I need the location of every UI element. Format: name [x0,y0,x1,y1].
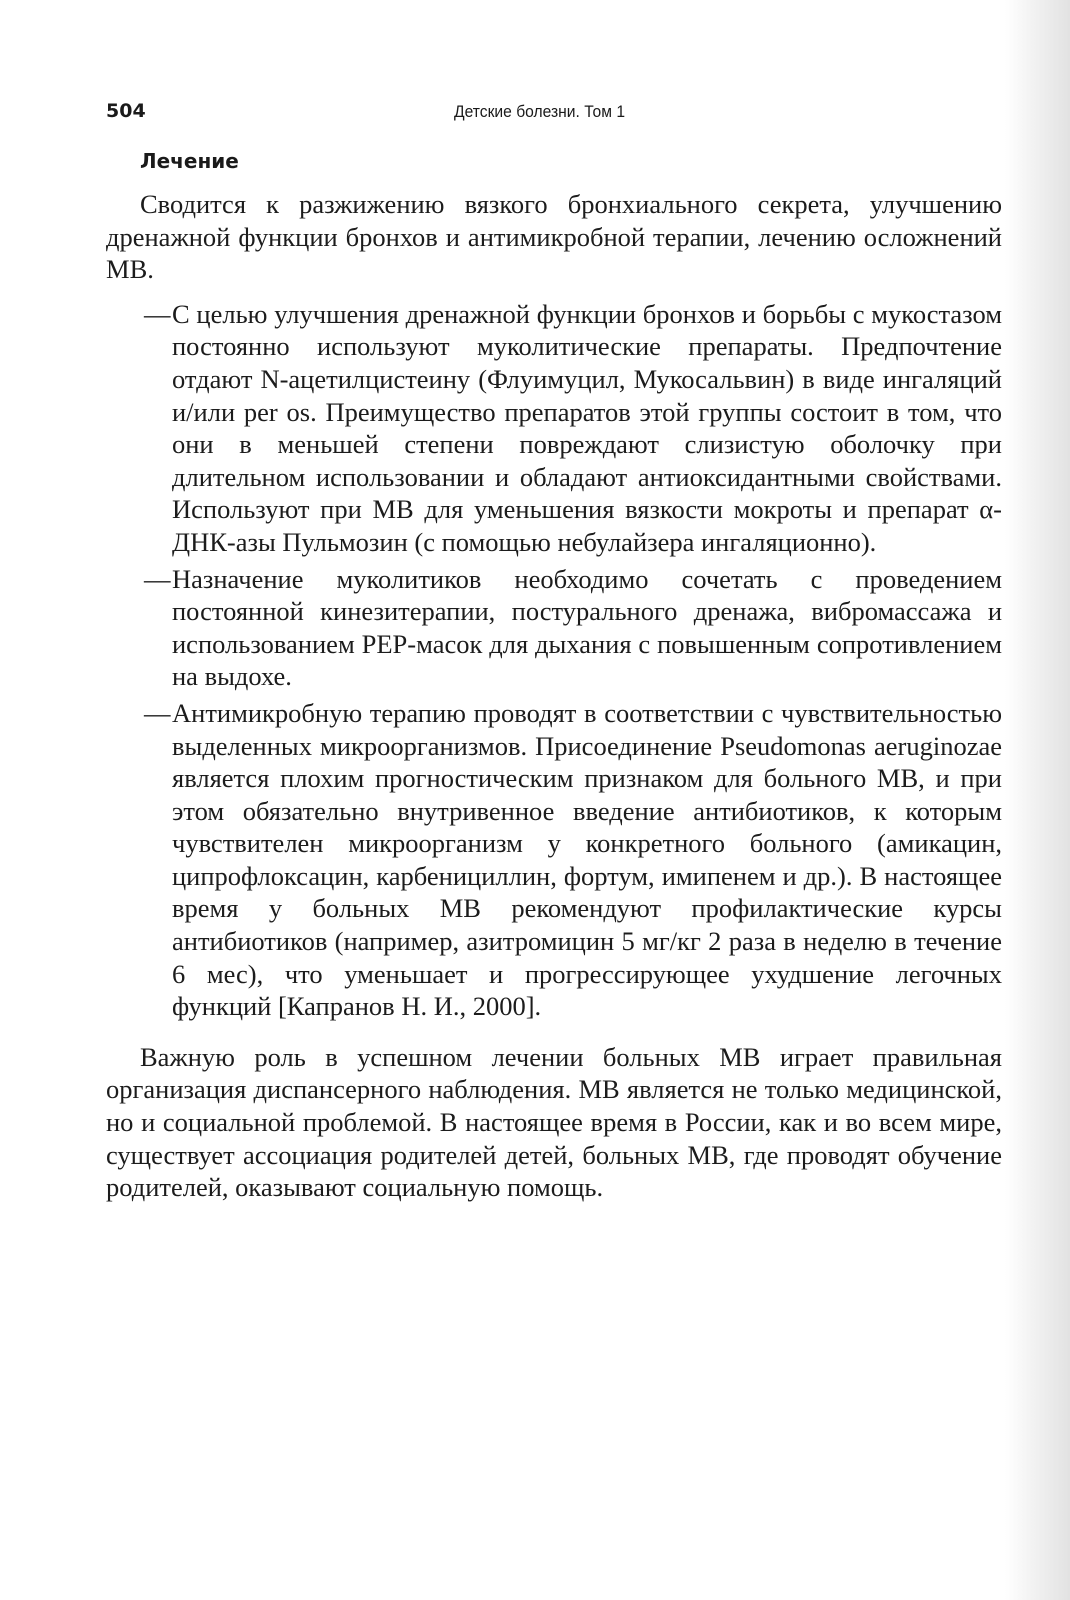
page-number: 504 [106,100,146,122]
list-item [106,563,1002,693]
list-item [106,697,1002,1023]
section-heading: Лечение [140,149,239,173]
dash-marker: — [144,563,171,594]
list-item-text: Назначение муколитиков необходимо сочетать с проведением постоянной кинезитерапии, постурального дренажа, вибромассажа и использованием PEP-масок для дыхания с повышенным сопротивлением на выдохе. [172,563,1002,692]
dash-marker: — [144,697,171,728]
intro-paragraph: Сводится к разжижению вязкого бронхиального секрета, улучшению дренажной функции бронхов и антимикробной терапии, лечению осложнений МВ. [106,189,1002,285]
list-item-text: С целью улучшения дренажной функции бронхов и борьбы с мукостазом постоянно используют муколитические препараты. Предпочтение отдают N-ацетилцистеину (Флуимуцил, Мукосальвин) в виде ингаляций и/или per os. Преимущество препаратов этой группы состоит в том, что они в меньшей степени повреждают слизистую оболочку при длительном использовании и обладают антиоксидантными свойствами. Используют при МВ для уменьшения вязкости мокроты и препарат α-ДНК-азы Пульмозин (с помощью небулайзера ингаляционно). [172,298,1002,557]
page-body [106,146,1002,1204]
list-item-text: Антимикробную терапию проводят в соответствии с чувствительностью выделенных микроорганизмов. Присоединение Pseudomonas aeruginozae является плохим прогностическим признаком для больного МВ, и при этом обязательно внутривенное введение антибиотиков, к которым чувствителен микроорганизм у конкретного больного (амикацин, ципрофлоксацин, карбенициллин, фортум, имипенем и др.). В настоящее время у больных МВ рекомендуют профилактические курсы антибиотиков (например, азитромицин 5 мг/кг 2 раза в неделю в течение 6 мес), что уменьшает и прогрессирующее ухудшение легочных функций [Капранов Н. И., 2000]. [172,697,1002,1022]
treatment-list [106,298,1002,1023]
list-item [106,298,1002,559]
running-title: Детские болезни. Том 1 [454,102,626,121]
dash-marker: — [144,298,171,329]
page-header [106,100,1006,130]
closing-paragraph: Важную роль в успешном лечении больных МВ играет правильная организация диспансерного наблюдения. МВ является не только медицинской, но и социальной проблемой. В настоящее время в России, как и во всем мире, существует ассоциация родителей детей, больных МВ, где проводят обучение родителей, оказывают социальную помощь. [106,1041,1002,1203]
